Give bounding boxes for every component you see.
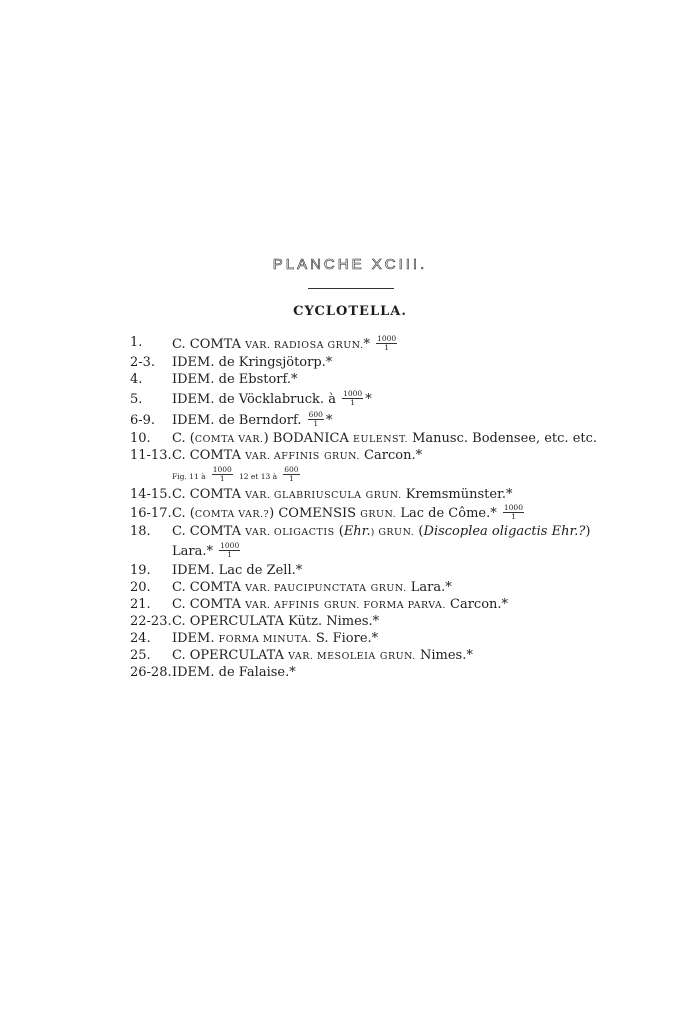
entry-text: Fig. 11 à $\frac{1000}{1}$ 12 et 13 à $\frac{600}{1}$ [172, 465, 299, 483]
magnification: $\frac{600}{1}$ [284, 465, 299, 483]
figure-number: 19. [130, 563, 151, 578]
list-item [130, 579, 690, 596]
variety: VAR. RADIOSA [245, 340, 324, 351]
figure-number: 6-9. [130, 413, 156, 428]
figure-number: 25. [130, 648, 151, 663]
list-item [130, 354, 690, 371]
entry-text: C. (COMTA VAR.) BODANICA EULENST. Manusc. Bodensee, etc. etc. [172, 431, 598, 446]
entry-text: IDEM. de Vöcklabruck. à $\frac{1000}{1}$ * [172, 389, 372, 407]
list-item [130, 334, 690, 354]
entry-text: C. COMTA VAR. AFFINIS GRUN. FORMA PARVA. Carcon.* [172, 597, 509, 612]
list-item-continuation [130, 540, 690, 562]
figure-number: 20. [130, 580, 151, 595]
asterisk: * [363, 337, 370, 352]
list-item [130, 523, 690, 540]
figure-number: 14-15. [130, 487, 172, 502]
entry-text: Lara.* $\frac{1000}{1}$ [172, 541, 240, 559]
entry-text [172, 336, 399, 354]
genus-heading: CYCLOTELLA. [293, 304, 407, 319]
magnification: $\frac{1000}{1}$ [503, 503, 523, 521]
entry-text: IDEM. Lac de Zell.* [172, 563, 303, 578]
figure-number: 26-28. [130, 665, 172, 680]
list-item [130, 664, 690, 681]
magnification: $\frac{1000}{1}$ [212, 465, 232, 483]
entry-text: C. (COMTA VAR.?) COMENSIS GRUN. Lac de Côme.* $\frac{1000}{1}$ [172, 503, 523, 521]
figure-number: 21. [130, 597, 151, 612]
figure-note [130, 464, 690, 486]
entry-text: C. COMTA VAR. AFFINIS GRUN. Carcon.* [172, 448, 423, 463]
list-item [130, 371, 690, 388]
figure-list [130, 334, 690, 681]
figure-number: 24. [130, 631, 151, 646]
list-item [130, 562, 690, 579]
list-item [130, 630, 690, 647]
entry-text: IDEM. de Falaise.* [172, 665, 296, 680]
entry-text: C. COMTA VAR. OLIGACTIS (Ehr.) GRUN. (Discoplea oligactis Ehr.?) [172, 524, 591, 539]
species-name: C. COMTA [172, 337, 246, 352]
entry-text: C. COMTA VAR. GLABRIUSCULA GRUN. Kremsmünster.* [172, 487, 513, 502]
title-divider [308, 288, 394, 289]
magnification: $\frac{1000}{1}$ [220, 541, 240, 559]
list-item [130, 613, 690, 630]
list-item [130, 486, 690, 503]
list-item [130, 388, 690, 409]
list-item [130, 430, 690, 447]
figure-number: 16-17. [130, 506, 172, 521]
list-item [130, 447, 690, 464]
figure-number: 2-3. [130, 355, 156, 370]
figure-number: 10. [130, 431, 151, 446]
magnification: $\frac{1000}{1}$ [377, 334, 397, 352]
entry-text: IDEM. de Kringsjötorp.* [172, 355, 333, 370]
magnification: $\frac{1000}{1}$ [343, 389, 363, 407]
entry-text: C. OPERCULATA Kütz. Nimes.* [172, 614, 380, 629]
entry-text: IDEM. de Berndorf. $\frac{600}{1}$ * [172, 410, 333, 428]
figure-number: 18. [130, 524, 151, 539]
entry-text: IDEM. de Ebstorf.* [172, 372, 298, 387]
figure-number: 5. [130, 392, 143, 407]
entry-text: C. OPERCULATA VAR. MESOLEIA GRUN. Nimes.* [172, 648, 473, 663]
list-item [130, 596, 690, 613]
author: GRUN. [323, 340, 364, 351]
figure-number: 4. [130, 372, 143, 387]
figure-number: 1. [130, 335, 143, 350]
magnification: $\frac{600}{1}$ [308, 410, 323, 428]
list-item [130, 409, 690, 430]
entry-text: IDEM. FORMA MINUTA. S. Fiore.* [172, 631, 379, 646]
figure-number: 11-13. [130, 448, 172, 463]
entry-text: C. COMTA VAR. PAUCIPUNCTATA GRUN. Lara.* [172, 580, 452, 595]
plate-title: PLANCHE XCIII. [272, 256, 428, 273]
figure-number: 22-23. [130, 614, 172, 629]
list-item [130, 503, 690, 523]
list-item [130, 647, 690, 664]
